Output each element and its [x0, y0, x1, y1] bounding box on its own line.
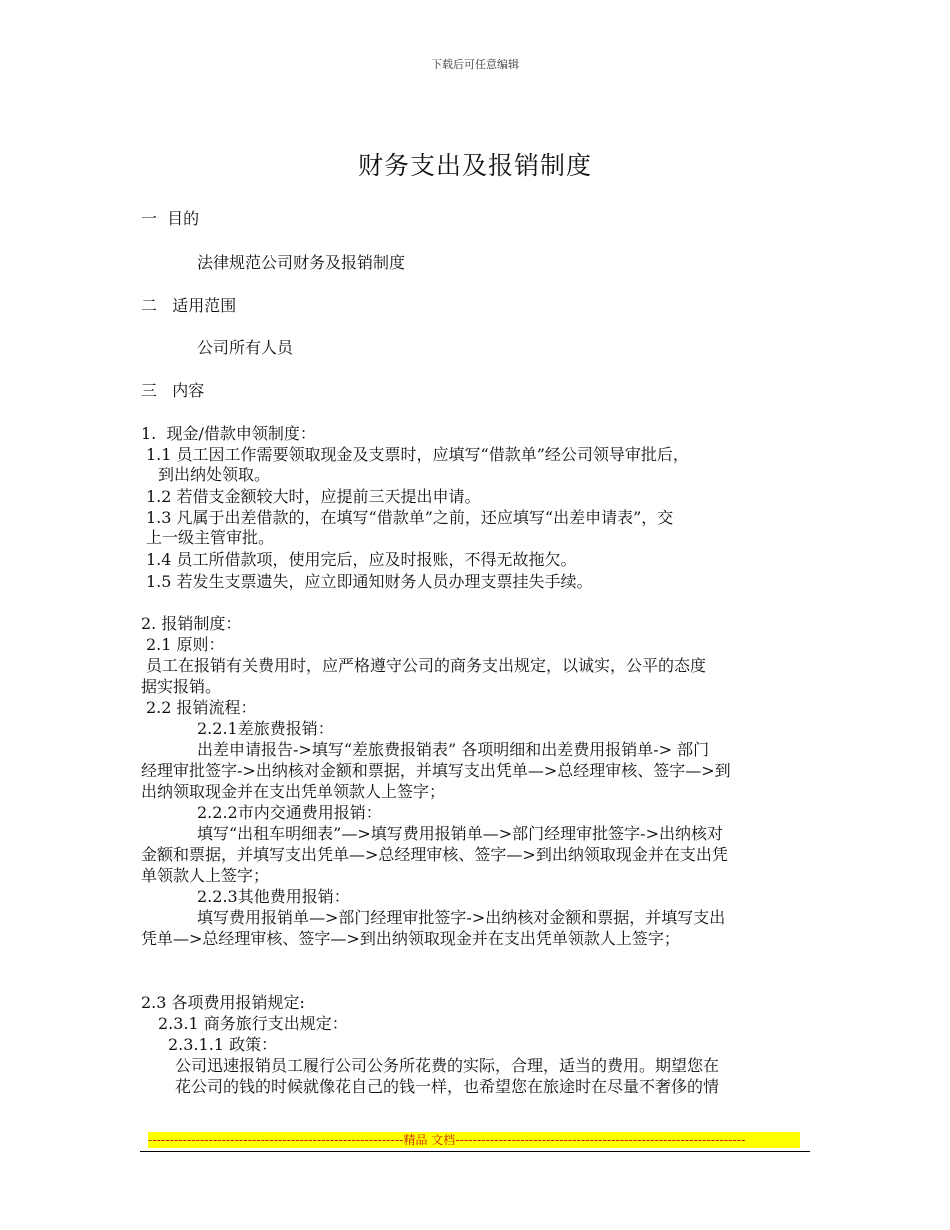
clause-2-2-1-text-cont2: 出纳领取现金并在支出凭单领款人上签字； [141, 782, 446, 801]
policy-text-cont: 花公司的钱的时候就像花自己的钱一样，也希望您在旅途时在尽量不奢侈的情 [175, 1077, 720, 1096]
clause-2-2-3: 2.2.3其他费用报销： [197, 887, 350, 906]
policy-text: 公司迅速报销员工履行公司公务所花费的实际，合理，适当的费用。期望您在 [175, 1056, 720, 1075]
clause-2-1-text-cont: 据实报销。 [141, 677, 222, 696]
clause-2-1-text: 员工在报销有关费用时，应严格遵守公司的商务支出规定，以诚实，公平的态度 [146, 656, 707, 675]
clause-1-5: 1.5 若发生支票遗失，应立即通知财务人员办理支票挂失手续。 [146, 572, 593, 591]
footer-divider [140, 1151, 810, 1152]
clause-1-3: 1.3 凡属于出差借款的，在填写“借款单”之前，还应填写“出差申请表”，交 [146, 508, 674, 527]
header-note: 下载后可任意编辑 [431, 58, 519, 71]
section-heading-purpose: 一 目的 [141, 209, 200, 228]
clause-2-3-1: 2.3.1 商务旅行支出规定： [158, 1014, 348, 1033]
clause-2-2-2-text: 填写“出租车明细表”—>填写费用报销单—>部门经理审批签字->出纳核对 [197, 824, 723, 843]
footer-banner: -----------------------------------------------------------精品 文档------------------------------------------------------------------- [148, 1132, 800, 1148]
clause-2-2-2-text-cont2: 单领款人上签字； [141, 866, 270, 885]
clause-1-1: 1.1 员工因工作需要领取现金及支票时，应填写“借款单”经公司领导审批后， [146, 445, 689, 464]
clause-2-2-3-text: 填写费用报销单—>部门经理审批签字->出纳核对金额和票据，并填写支出 [197, 908, 726, 927]
section-heading-scope: 二 适用范围 [141, 296, 237, 315]
clause-2-3: 2.3 各项费用报销规定: [141, 993, 305, 1012]
clause-1-1-cont: 到出纳处领取。 [158, 465, 271, 484]
clause-1-3-cont: 上一级主管审批。 [146, 528, 275, 547]
section-heading-content: 三 内容 [141, 381, 205, 400]
clause-2-3-1-1: 2.3.1.1 政策： [168, 1035, 278, 1054]
clause-1-4: 1.4 员工所借款项，使用完后，应及时报账，不得无故拖欠。 [146, 550, 577, 569]
clause-2-2-1-text-cont1: 经理审批签字->出纳核对金额和票据，并填写支出凭单—>总经理审核、签字—>到 [141, 761, 731, 780]
clause-heading-1: 1. 现金/借款申领制度： [141, 424, 316, 443]
clause-2-2-2: 2.2.2市内交通费用报销： [197, 803, 382, 822]
clause-2-2-3-text-cont: 凭单—>总经理审核、签字—>到出纳领取现金并在支出凭单领款人上签字； [141, 929, 680, 948]
clause-heading-2: 2. 报销制度： [141, 614, 242, 633]
clause-2-2-1: 2.2.1差旅费报销： [197, 719, 334, 738]
scope-text: 公司所有人员 [197, 338, 294, 357]
clause-1-2: 1.2 若借支金额较大时，应提前三天提出申请。 [146, 487, 481, 506]
clause-2-2-2-text-cont1: 金额和票据，并填写支出凭单—>总经理审核、签字—>到出纳领取现金并在支出凭 [141, 845, 728, 864]
purpose-text: 法律规范公司财务及报销制度 [197, 253, 406, 272]
document-title: 财务支出及报销制度 [357, 151, 592, 180]
clause-2-2-1-text: 出差申请报告->填写“差旅费报销表” 各项明细和出差费用报销单-> 部门 [197, 740, 710, 759]
clause-2-1: 2.1 原则： [146, 635, 225, 654]
clause-2-2: 2.2 报销流程： [146, 698, 257, 717]
